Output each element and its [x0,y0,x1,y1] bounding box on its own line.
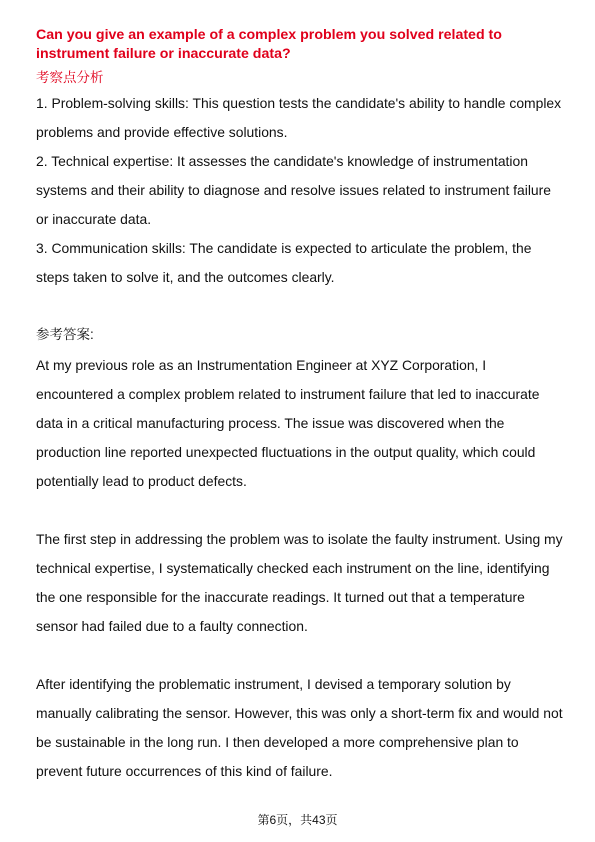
paragraph-spacer [36,641,564,670]
analysis-item-3: 3. Communication skills: The candidate is expected to articulate the problem, the steps taken to solve it, and the outcomes clearly. [36,240,532,285]
analysis-label: 考察点分析 [36,70,104,85]
answer-paragraph-3: After identifying the problematic instrument, I devised a temporary solution by manually calibrating the sensor. However, this was only a short-term fix and would not be sustainable in the long run. I then developed a more comprehensive plan to prevent future occurrences of this kind of failure. [36,676,563,779]
section-spacer [36,292,564,321]
answer-paragraph-2: The first step in addressing the problem was to isolate the faulty instrument. Using my technical expertise, I systematically checked each instrument on the line, identifying the one responsible for the inaccurate readings. It turned out that a temperature sensor had failed due to a faulty connection. [36,531,563,634]
document-page [36,26,564,786]
question-heading: Can you give an example of a complex problem you solved related to instrument failure or inaccurate data? [36,27,502,62]
answer-body [36,351,564,786]
answer-paragraph-1: At my previous role as an Instrumentation Engineer at XYZ Corporation, I encountered a complex problem related to instrument failure that led to inaccurate data in a critical manufacturing process. The issue was discovered when the production line reported unexpected fluctuations in the output quality, which could potentially lead to product defects. [36,357,540,489]
analysis-item-2: 2. Technical expertise: It assesses the candidate's knowledge of instrumentation systems and their ability to diagnose and resolve issues related to instrument failure or inaccurate data. [36,153,551,227]
analysis-item-1: 1. Problem-solving skills: This question tests the candidate's ability to handle complex problems and provide effective solutions. [36,95,562,140]
paragraph-spacer [36,496,564,525]
page-number-footer: 第6页，共43页 [257,813,338,827]
analysis-list [36,89,564,292]
answer-label: 参考答案: [36,327,94,342]
